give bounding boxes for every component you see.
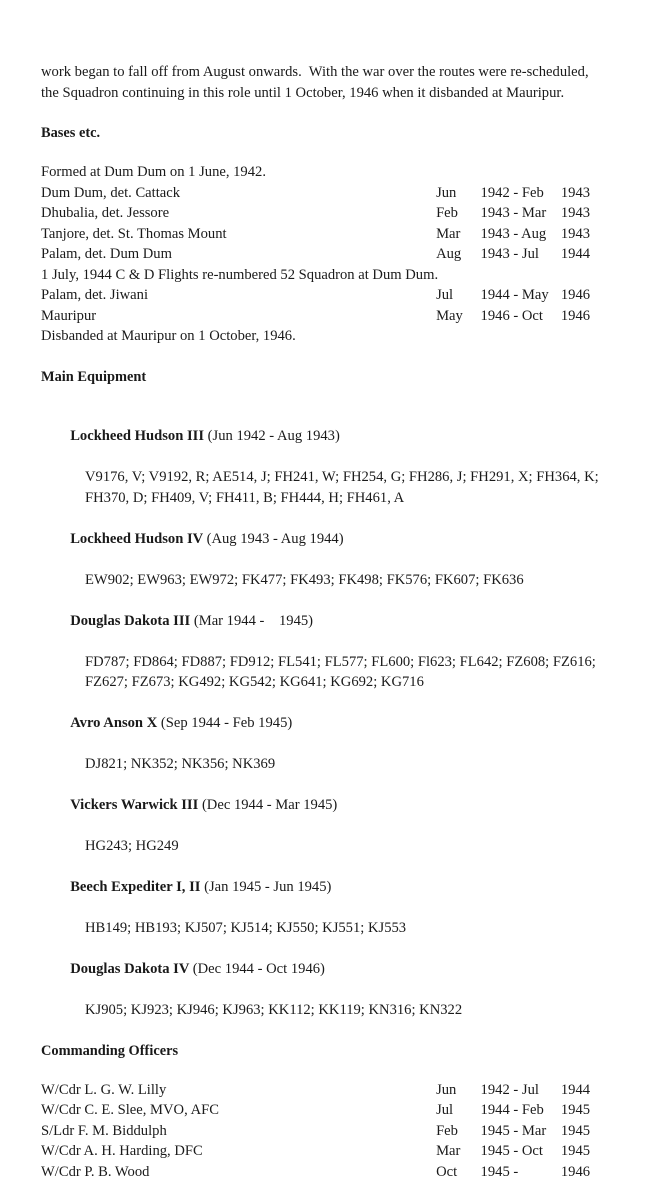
officer-end-year: 1945	[561, 1121, 626, 1142]
serial-line: FZ627; FZ673; KG492; KG542; KG641; KG692; KG716	[85, 672, 626, 693]
base-name: Palam, det. Jiwani	[41, 285, 436, 306]
equipment-heading: Main Equipment	[41, 367, 626, 387]
base-name: Dhubalia, det. Jessore	[41, 203, 436, 224]
base-date-range: 1942 - Feb	[481, 183, 561, 204]
aircraft-date-range: (Mar 1944 - 1945)	[194, 613, 313, 629]
base-date-range: 1943 - Jul	[481, 244, 561, 265]
aircraft-date-range: (Dec 1944 - Oct 1946)	[193, 961, 325, 977]
table-row	[41, 183, 626, 204]
table-row	[41, 306, 626, 327]
base-end-year: 1943	[561, 203, 626, 224]
aircraft-type: Lockheed Hudson III	[70, 428, 207, 444]
officer-month: Jun	[436, 1080, 480, 1101]
table-row	[41, 1162, 626, 1182]
equipment-item-header	[41, 590, 626, 652]
base-month: Aug	[436, 244, 480, 265]
officers-heading: Commanding Officers	[41, 1041, 626, 1061]
equipment-item-header	[41, 939, 626, 1001]
officer-name: W/Cdr A. H. Harding, DFC	[41, 1141, 436, 1162]
serial-list	[41, 918, 626, 939]
aircraft-type: Beech Expediter I, II	[70, 879, 204, 895]
serial-list	[41, 754, 626, 775]
aircraft-date-range: (Aug 1943 - Aug 1944)	[207, 531, 344, 547]
equipment-item-header	[41, 857, 626, 919]
aircraft-date-range: (Jan 1945 - Jun 1945)	[204, 879, 331, 895]
equipment-item-header	[41, 693, 626, 755]
aircraft-type: Douglas Dakota IV	[70, 961, 193, 977]
officer-end-year: 1944	[561, 1080, 626, 1101]
officer-name: W/Cdr C. E. Slee, MVO, AFC	[41, 1100, 436, 1121]
serial-line: HB149; HB193; KJ507; KJ514; KJ550; KJ551; KJ553	[85, 918, 626, 939]
base-month: Jul	[436, 285, 480, 306]
bases-table	[41, 183, 626, 265]
aircraft-type: Lockheed Hudson IV	[70, 531, 206, 547]
base-name: Dum Dum, det. Cattack	[41, 183, 436, 204]
officers-table	[41, 1080, 626, 1182]
intro-line: the Squadron continuing in this role until 1 October, 1946 when it disbanded at Mauripur.	[41, 83, 626, 104]
table-row	[41, 1080, 626, 1101]
base-month: Mar	[436, 224, 480, 245]
intro-line: work began to fall off from August onwards. With the war over the routes were re-scheduled,	[41, 62, 626, 83]
serial-line: EW902; EW963; EW972; FK477; FK493; FK498; FK576; FK607; FK636	[85, 570, 626, 591]
base-end-year: 1943	[561, 224, 626, 245]
bases-table-continued	[41, 285, 626, 326]
table-row	[41, 244, 626, 265]
equipment-item-header	[41, 775, 626, 837]
table-row	[41, 1121, 626, 1142]
officer-month: Mar	[436, 1141, 480, 1162]
serial-list	[41, 836, 626, 857]
serial-line: V9176, V; V9192, R; AE514, J; FH241, W; FH254, G; FH286, J; FH291, X; FH364, K;	[85, 467, 626, 488]
serial-line: HG243; HG249	[85, 836, 626, 857]
intro-paragraph	[41, 62, 626, 103]
base-name: Palam, det. Dum Dum	[41, 244, 436, 265]
base-end-year: 1943	[561, 183, 626, 204]
aircraft-date-range: (Jun 1942 - Aug 1943)	[208, 428, 340, 444]
aircraft-date-range: (Sep 1944 - Feb 1945)	[161, 715, 292, 731]
serial-line: KJ905; KJ923; KJ946; KJ963; KK112; KK119; KN316; KN322	[85, 1000, 626, 1021]
officer-date-range: 1945 - Oct	[481, 1141, 561, 1162]
officer-month: Jul	[436, 1100, 480, 1121]
table-row	[41, 285, 626, 306]
officer-name: W/Cdr P. B. Wood	[41, 1162, 436, 1182]
officer-date-range: 1945 -	[481, 1162, 561, 1182]
table-row	[41, 203, 626, 224]
base-month: Jun	[436, 183, 480, 204]
base-date-range: 1944 - May	[481, 285, 561, 306]
base-date-range: 1943 - Aug	[481, 224, 561, 245]
aircraft-type: Vickers Warwick III	[70, 797, 202, 813]
base-month: Feb	[436, 203, 480, 224]
serial-list	[41, 652, 626, 693]
table-row	[41, 1100, 626, 1121]
disbanded-line: Disbanded at Mauripur on 1 October, 1946.	[41, 326, 626, 347]
base-end-year: 1944	[561, 244, 626, 265]
aircraft-type: Avro Anson X	[70, 715, 161, 731]
equipment-item-header	[41, 406, 626, 468]
serial-line: FH370, D; FH409, V; FH411, B; FH444, H; FH461, A	[85, 488, 626, 509]
officer-date-range: 1945 - Mar	[481, 1121, 561, 1142]
officer-end-year: 1945	[561, 1100, 626, 1121]
officer-date-range: 1944 - Feb	[481, 1100, 561, 1121]
formed-line: Formed at Dum Dum on 1 June, 1942.	[41, 162, 626, 183]
officer-month: Feb	[436, 1121, 480, 1142]
officer-name: S/Ldr F. M. Biddulph	[41, 1121, 436, 1142]
base-name: Mauripur	[41, 306, 436, 327]
serial-list	[41, 1000, 626, 1021]
aircraft-date-range: (Dec 1944 - Mar 1945)	[202, 797, 337, 813]
serial-line: FD787; FD864; FD887; FD912; FL541; FL577; FL600; Fl623; FL642; FZ608; FZ616;	[85, 652, 626, 673]
base-date-range: 1943 - Mar	[481, 203, 561, 224]
base-name: Tanjore, det. St. Thomas Mount	[41, 224, 436, 245]
base-end-year: 1946	[561, 306, 626, 327]
officer-name: W/Cdr L. G. W. Lilly	[41, 1080, 436, 1101]
base-end-year: 1946	[561, 285, 626, 306]
officer-end-year: 1946	[561, 1162, 626, 1182]
equipment-item-header	[41, 508, 626, 570]
equipment-list	[41, 406, 626, 1021]
bases-heading: Bases etc.	[41, 123, 626, 143]
base-month: May	[436, 306, 480, 327]
table-row	[41, 1141, 626, 1162]
serial-list	[41, 570, 626, 591]
aircraft-type: Douglas Dakota III	[70, 613, 194, 629]
page-content	[41, 62, 626, 1182]
officer-end-year: 1945	[561, 1141, 626, 1162]
base-date-range: 1946 - Oct	[481, 306, 561, 327]
serial-list	[41, 467, 626, 508]
renumber-note: 1 July, 1944 C & D Flights re-numbered 52 Squadron at Dum Dum.	[41, 265, 626, 286]
officer-date-range: 1942 - Jul	[481, 1080, 561, 1101]
table-row	[41, 224, 626, 245]
officer-month: Oct	[436, 1162, 480, 1182]
serial-line: DJ821; NK352; NK356; NK369	[85, 754, 626, 775]
